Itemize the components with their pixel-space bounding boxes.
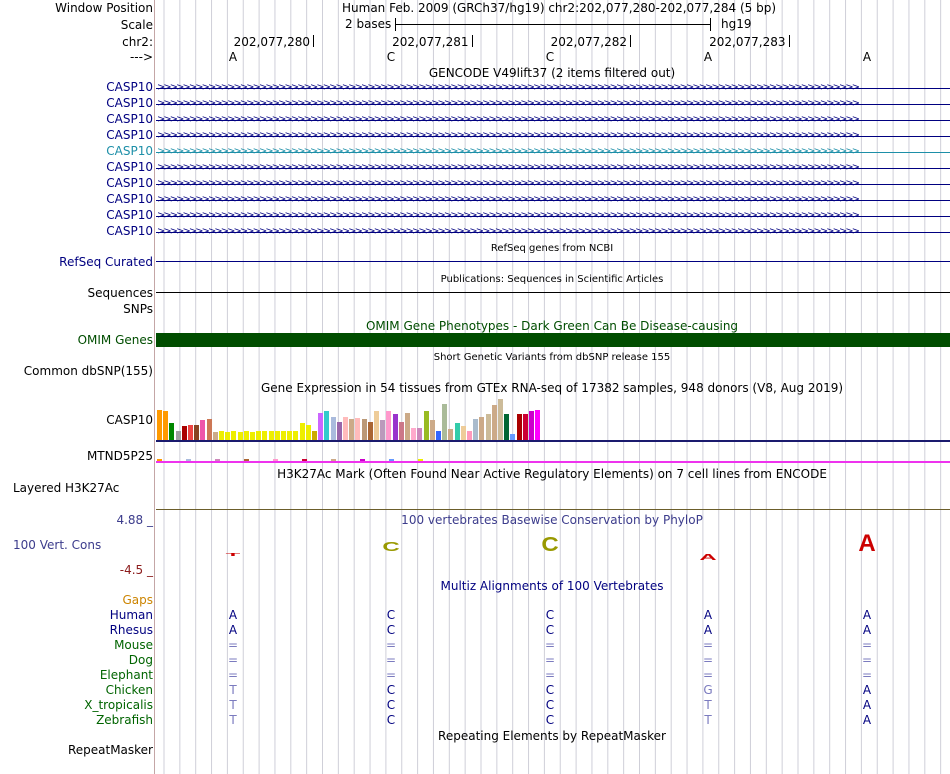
- gencode-track-title[interactable]: GENCODE V49lift37 (2 items filtered out): [428, 66, 676, 80]
- alignment-base: T: [704, 698, 712, 712]
- gtex-tissue-bar[interactable]: [442, 404, 447, 440]
- gtex-tissue-bar[interactable]: [467, 431, 472, 440]
- gencode-transcript-label[interactable]: CASP10: [106, 128, 153, 142]
- gtex-tissue-bar[interactable]: [386, 411, 391, 440]
- gencode-transcript-label[interactable]: CASP10: [106, 176, 153, 190]
- gtex-tissue-bar[interactable]: [250, 432, 255, 440]
- gtex-tissue-bar[interactable]: [504, 414, 509, 440]
- gencode-transcript-label[interactable]: CASP10: [106, 160, 153, 174]
- gtex-tissue-bar[interactable]: [411, 428, 416, 440]
- alignment-base: T: [229, 698, 237, 712]
- scale-bar-text: 2 bases: [345, 17, 392, 31]
- gtex-tissue-bar[interactable]: [207, 419, 212, 440]
- alignment-base: C: [386, 683, 396, 697]
- alignment-base: C: [386, 698, 396, 712]
- h3k27ac-track-title[interactable]: H3K27Ac Mark (Often Found Near Active Regulatory Elements) on 7 cell lines from ENCODE: [277, 467, 827, 481]
- alignment-base: =: [702, 638, 714, 652]
- gtex-tissue-bar[interactable]: [200, 420, 205, 440]
- dbsnp-track-label[interactable]: Common dbSNP(155): [23, 364, 153, 378]
- omim-gene-bar[interactable]: [156, 333, 950, 347]
- gtex-tissue-bar[interactable]: [473, 419, 478, 440]
- strand-arrows: >>>>>>>>>>>>>>>>>>>>>>>>>>>>>>>>>>>>>>>>>>>>>>>>>>>>>>>>>>>>>>>>>>>>>>>>>>>>>>>>>>>>>>>>>>>>>>>>>>>>>>>>>>>>>>: [157, 210, 859, 221]
- alignment-base: T: [229, 713, 237, 727]
- gtex-tissue-bar[interactable]: [424, 411, 429, 440]
- gtex-tissue-bar[interactable]: [430, 420, 435, 440]
- gtex-tissue-bar[interactable]: [238, 432, 243, 440]
- gtex-tissue-bar[interactable]: [312, 431, 317, 440]
- conservation-logo[interactable]: [0, 520, 950, 575]
- alignment-base: A: [703, 623, 713, 637]
- species-label[interactable]: Dog: [128, 653, 153, 667]
- alignment-base: A: [862, 698, 872, 712]
- gtex-tissue-bar[interactable]: [492, 405, 497, 440]
- gtex-tissue-bar[interactable]: [324, 411, 329, 440]
- gtex-tissue-bar[interactable]: [479, 417, 484, 440]
- gtex-mtnd5p25-baseline: [156, 461, 950, 463]
- alignment-base: A: [862, 713, 872, 727]
- repeatmasker-track-label[interactable]: RepeatMasker: [67, 743, 153, 757]
- gencode-transcript-label[interactable]: CASP10: [106, 80, 153, 94]
- alignment-base: C: [386, 608, 396, 622]
- alignment-base: =: [861, 668, 873, 682]
- gencode-transcript-label[interactable]: CASP10: [106, 112, 153, 126]
- species-label[interactable]: Mouse: [114, 638, 153, 652]
- gtex-tissue-bar[interactable]: [498, 399, 503, 440]
- strand-arrows: >>>>>>>>>>>>>>>>>>>>>>>>>>>>>>>>>>>>>>>>>>>>>>>>>>>>>>>>>>>>>>>>>>>>>>>>>>>>>>>>>>>>>>>>>>>>>>>>>>>>>>>>>>>>>>: [157, 82, 859, 93]
- gtex-tissue-bar[interactable]: [188, 425, 193, 440]
- scale-bar: [395, 24, 711, 25]
- alignment-base: =: [227, 668, 239, 682]
- coordinate-tick: [472, 35, 473, 47]
- reference-base: A: [228, 50, 238, 64]
- gencode-transcript-label[interactable]: CASP10: [106, 96, 153, 110]
- gtex-tissue-bar[interactable]: [362, 419, 367, 440]
- gtex-tissue-bar[interactable]: [331, 417, 336, 440]
- conservation-logo-letter: C: [541, 532, 559, 556]
- alignment-base: C: [545, 698, 555, 712]
- reference-base: C: [545, 50, 555, 64]
- h3k27ac-baseline: [156, 509, 950, 510]
- gtex-tissue-bar[interactable]: [194, 425, 199, 440]
- gtex-casp10-baseline: [156, 440, 950, 442]
- gtex-tissue-bar[interactable]: [244, 431, 249, 440]
- dbsnp-track-title[interactable]: Short Genetic Variants from dbSNP release 155: [433, 352, 671, 363]
- gtex-tissue-bar[interactable]: [231, 431, 236, 440]
- conservation-min-label: -4.5 _: [119, 563, 153, 577]
- gtex-gene-label-mtnd5p25[interactable]: MTND5P25: [86, 449, 153, 463]
- strand-arrows: >>>>>>>>>>>>>>>>>>>>>>>>>>>>>>>>>>>>>>>>>>>>>>>>>>>>>>>>>>>>>>>>>>>>>>>>>>>>>>>>>>>>>>>>>>>>>>>>>>>>>>>>>>>>>>: [157, 178, 859, 189]
- strand-arrows: >>>>>>>>>>>>>>>>>>>>>>>>>>>>>>>>>>>>>>>>>>>>>>>>>>>>>>>>>>>>>>>>>>>>>>>>>>>>>>>>>>>>>>>>>>>>>>>>>>>>>>>>>>>>>>: [157, 98, 859, 109]
- conservation-track-title[interactable]: 100 vertebrates Basewise Conservation by PhyloP: [401, 513, 703, 527]
- gtex-tissue-bar[interactable]: [436, 431, 441, 440]
- coordinate-label: 202,077,281: [392, 35, 469, 49]
- h3k27ac-track-label[interactable]: Layered H3K27Ac: [13, 481, 120, 495]
- alignment-base: C: [545, 683, 555, 697]
- gtex-tissue-bar[interactable]: [318, 413, 323, 440]
- assembly-label: hg19: [721, 17, 752, 31]
- window-position-value[interactable]: Human Feb. 2009 (GRCh37/hg19) chr2:202,077,280-202,077,284 (5 bp): [342, 1, 777, 15]
- gtex-track-title[interactable]: Gene Expression in 54 tissues from GTEx RNA-seq of 17382 samples, 948 donors (V8, Aug 2019): [260, 381, 844, 395]
- chrom-label: chr2:: [122, 35, 153, 49]
- conservation-logo-letter: A: [858, 530, 876, 557]
- alignment-base: A: [862, 683, 872, 697]
- alignment-base: =: [544, 638, 556, 652]
- strand-arrows: >>>>>>>>>>>>>>>>>>>>>>>>>>>>>>>>>>>>>>>>>>>>>>>>>>>>>>>>>>>>>>>>>>>>>>>>>>>>>>>>>>>>>>>>>>>>>>>>>>>>>>>>>>>>>>: [157, 194, 859, 205]
- coordinate-tick: [630, 35, 631, 47]
- gtex-gene-label-casp10[interactable]: CASP10: [106, 413, 153, 427]
- conservation-logo-letter: C: [382, 539, 400, 555]
- conservation-logo-letter: A: [699, 552, 717, 562]
- refseq-track-title[interactable]: RefSeq genes from NCBI: [490, 243, 614, 254]
- gtex-tissue-bar[interactable]: [355, 418, 360, 440]
- coordinate-label: 202,077,280: [233, 35, 310, 49]
- gencode-transcript-label[interactable]: CASP10: [106, 224, 153, 238]
- scale-label: Scale: [120, 18, 153, 32]
- gtex-tissue-bar[interactable]: [256, 431, 261, 440]
- alignment-base: A: [862, 623, 872, 637]
- refseq-gene-line[interactable]: [156, 261, 950, 262]
- species-label[interactable]: X_tropicalis: [84, 698, 153, 712]
- strand-arrows: >>>>>>>>>>>>>>>>>>>>>>>>>>>>>>>>>>>>>>>>>>>>>>>>>>>>>>>>>>>>>>>>>>>>>>>>>>>>>>>>>>>>>>>>>>>>>>>>>>>>>>>>>>>>>>: [157, 130, 859, 141]
- gtex-tissue-bar[interactable]: [269, 431, 274, 440]
- gtex-tissue-bar[interactable]: [306, 425, 311, 440]
- alignment-base: G: [703, 683, 713, 697]
- gtex-tissue-bar[interactable]: [417, 428, 422, 440]
- alignment-base: T: [704, 713, 712, 727]
- strand-arrows: >>>>>>>>>>>>>>>>>>>>>>>>>>>>>>>>>>>>>>>>>>>>>>>>>>>>>>>>>>>>>>>>>>>>>>>>>>>>>>>>>>>>>>>>>>>>>>>>>>>>>>>>>>>>>>: [157, 146, 859, 157]
- alignment-base: A: [703, 608, 713, 622]
- species-label[interactable]: Rhesus: [109, 623, 153, 637]
- species-label[interactable]: Human: [109, 608, 153, 622]
- gtex-tissue-bar[interactable]: [337, 422, 342, 440]
- gtex-tissue-bar[interactable]: [281, 431, 286, 440]
- reference-base: A: [862, 50, 872, 64]
- alignment-base: =: [385, 653, 397, 667]
- alignment-base: =: [861, 653, 873, 667]
- scale-bar-left-tick: [395, 18, 396, 31]
- gtex-tissue-bar[interactable]: [287, 431, 292, 440]
- coordinate-label: 202,077,282: [550, 35, 627, 49]
- reference-base: A: [703, 50, 713, 64]
- label-column-divider: [154, 0, 155, 774]
- alignment-base: =: [861, 638, 873, 652]
- gencode-transcript-label[interactable]: CASP10: [106, 144, 153, 158]
- gtex-tissue-bar[interactable]: [213, 432, 218, 440]
- omim-track-label[interactable]: OMIM Genes: [77, 333, 153, 347]
- gtex-tissue-bar[interactable]: [182, 426, 187, 440]
- coordinate-tick: [789, 35, 790, 47]
- species-label[interactable]: Elephant: [99, 668, 153, 682]
- alignment-base: =: [702, 653, 714, 667]
- gtex-tissue-bar[interactable]: [262, 431, 267, 440]
- conservation-logo-letter: T: [225, 551, 241, 558]
- gtex-tissue-bar[interactable]: [293, 431, 298, 440]
- gtex-tissue-bar[interactable]: [163, 411, 168, 440]
- gtex-tissue-bar[interactable]: [486, 414, 491, 440]
- coordinate-label: 202,077,283: [709, 35, 786, 49]
- alignment-base: =: [385, 668, 397, 682]
- gtex-tissue-bar[interactable]: [368, 422, 373, 440]
- alignment-base: =: [227, 653, 239, 667]
- publications-track-title[interactable]: Publications: Sequences in Scientific Articles: [440, 274, 664, 285]
- gtex-tissue-bar[interactable]: [374, 411, 379, 440]
- conservation-track-label[interactable]: 100 Vert. Cons: [13, 538, 102, 552]
- alignment-base: A: [862, 608, 872, 622]
- alignment-base: =: [544, 653, 556, 667]
- gtex-tissue-bar[interactable]: [157, 410, 162, 440]
- strand-arrows: >>>>>>>>>>>>>>>>>>>>>>>>>>>>>>>>>>>>>>>>>>>>>>>>>>>>>>>>>>>>>>>>>>>>>>>>>>>>>>>>>>>>>>>>>>>>>>>>>>>>>>>>>>>>>>: [157, 114, 859, 125]
- multiz-gaps-label: Gaps: [122, 593, 153, 607]
- alignment-base: C: [545, 608, 555, 622]
- alignment-base: T: [229, 683, 237, 697]
- gencode-transcript-label[interactable]: CASP10: [106, 192, 153, 206]
- gtex-tissue-bar[interactable]: [343, 417, 348, 440]
- gtex-tissue-bar[interactable]: [448, 429, 453, 440]
- species-label[interactable]: Zebrafish: [96, 713, 153, 727]
- publications-sequence-line[interactable]: [156, 292, 950, 293]
- alignment-base: A: [228, 608, 238, 622]
- alignment-base: A: [228, 623, 238, 637]
- strand-arrows: >>>>>>>>>>>>>>>>>>>>>>>>>>>>>>>>>>>>>>>>>>>>>>>>>>>>>>>>>>>>>>>>>>>>>>>>>>>>>>>>>>>>>>>>>>>>>>>>>>>>>>>>>>>>>>: [157, 162, 859, 173]
- alignment-base: C: [545, 713, 555, 727]
- window-position-label: Window Position: [55, 1, 153, 15]
- alignment-base: =: [385, 638, 397, 652]
- snps-track-label[interactable]: SNPs: [123, 302, 153, 316]
- alignment-base: C: [386, 713, 396, 727]
- alignment-base: =: [227, 638, 239, 652]
- alignment-base: C: [386, 623, 396, 637]
- gtex-tissue-bar[interactable]: [300, 423, 305, 440]
- gtex-tissue-bar[interactable]: [529, 411, 534, 440]
- publications-track-label[interactable]: Sequences: [87, 286, 153, 300]
- gtex-tissue-bar[interactable]: [461, 426, 466, 440]
- gtex-tissue-bar[interactable]: [393, 414, 398, 440]
- alignment-base: =: [702, 668, 714, 682]
- repeatmasker-track-title[interactable]: Repeating Elements by RepeatMasker: [438, 729, 666, 743]
- gtex-tissue-bar[interactable]: [517, 414, 522, 440]
- gtex-tissue-bar[interactable]: [225, 432, 230, 440]
- gtex-tissue-bar[interactable]: [169, 423, 174, 440]
- reference-base: C: [386, 50, 396, 64]
- multiz-track-title[interactable]: Multiz Alignments of 100 Vertebrates: [440, 579, 664, 593]
- gtex-tissue-bar[interactable]: [275, 431, 280, 440]
- alignment-base: =: [544, 668, 556, 682]
- strand-arrows: >>>>>>>>>>>>>>>>>>>>>>>>>>>>>>>>>>>>>>>>>>>>>>>>>>>>>>>>>>>>>>>>>>>>>>>>>>>>>>>>>>>>>>>>>>>>>>>>>>>>>>>>>>>>>>: [157, 226, 859, 237]
- gtex-tissue-bar[interactable]: [535, 410, 540, 440]
- scale-bar-right-tick: [710, 18, 711, 31]
- gtex-tissue-bar[interactable]: [455, 423, 460, 440]
- gtex-tissue-bar[interactable]: [399, 422, 404, 440]
- alignment-base: C: [545, 623, 555, 637]
- species-label[interactable]: Chicken: [105, 683, 153, 697]
- gtex-tissue-bar[interactable]: [523, 414, 528, 440]
- strand-label: --->: [129, 50, 153, 64]
- gtex-tissue-bar[interactable]: [349, 419, 354, 440]
- gtex-tissue-bar[interactable]: [219, 431, 224, 440]
- coordinate-tick: [313, 35, 314, 47]
- conservation-max-label: 4.88 _: [116, 513, 153, 527]
- gencode-transcript-label[interactable]: CASP10: [106, 208, 153, 222]
- omim-track-title[interactable]: OMIM Gene Phenotypes - Dark Green Can Be Disease-causing: [365, 319, 739, 333]
- gtex-tissue-bar[interactable]: [405, 413, 410, 440]
- gtex-tissue-bar[interactable]: [176, 431, 181, 440]
- gtex-tissue-bar[interactable]: [380, 420, 385, 440]
- refseq-track-label[interactable]: RefSeq Curated: [59, 255, 153, 269]
